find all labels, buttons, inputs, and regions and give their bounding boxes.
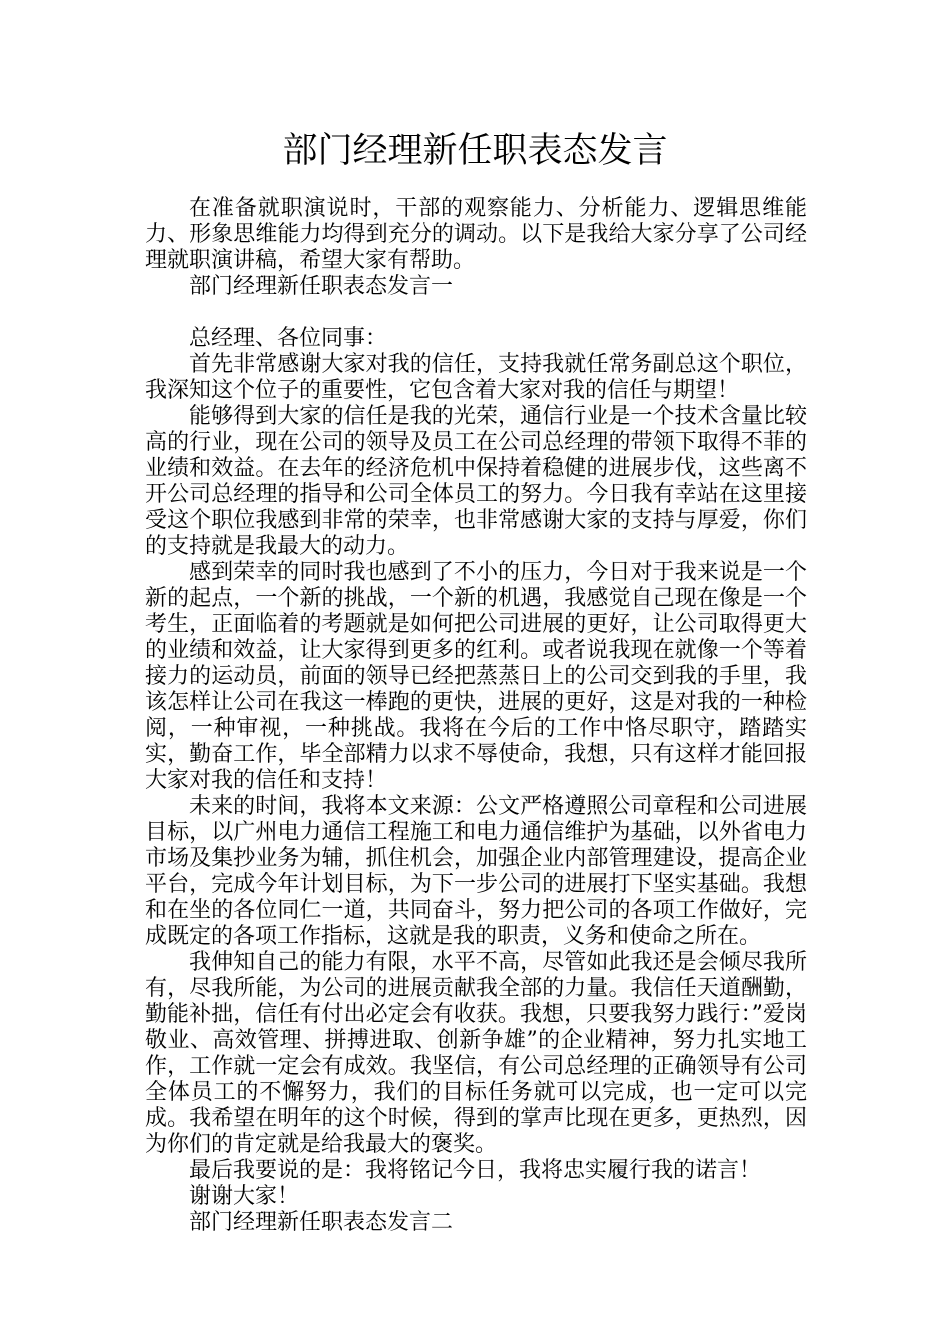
body-paragraph: 首先非常感谢大家对我的信任，支持我就任常务副总这个职位，我深知这个位子的重要性，它包含着大家对我的信任与期望！ (145, 352, 807, 403)
salutation: 总经理、各位同事： (189, 326, 388, 351)
section-heading-2: 部门经理新任职表态发言二 (189, 1210, 454, 1235)
body-paragraph: 感到荣幸的同时我也感到了不小的压力，今日对于我来说是一个新的起点，一个新的挑战，一个新的机遇，我感觉自己现在像是一个考生，正面临着的考题就是如何把公司进展的更好，让公司取得更大的业绩和效益，让大家得到更多的红利。或者说我现在就像一个等着接力的运动员，前面的领导已经把蒸蒸日上的公司交到我的手里，我该怎样让公司在我这一棒跑的更快，进展的更好，这是对我的一种检阅，一种审视，一种挑战。我将在今后的工作中恪尽职守，踏踏实实，勤奋工作，毕全部精力以求不辱使命，我想，只有这样才能回报大家对我的信任和支持！ (145, 560, 807, 793)
section-heading-1: 部门经理新任职表态发言一 (189, 274, 454, 299)
closing-statement: 最后我要说的是：我将铭记今日，我将忠实履行我的诺言！ (189, 1158, 762, 1183)
intro-paragraph: 在准备就职演说时，干部的观察能力、分析能力、逻辑思维能力、形象思维能力均得到充分的调动。以下是我给大家分享了公司经理就职演讲稿，希望大家有帮助。 (145, 196, 807, 273)
thanks-line: 谢谢大家！ (189, 1184, 300, 1209)
body-paragraph: 未来的时间，我将本文来源：公文严格遵照公司章程和公司进展目标，以广州电力通信工程施工和电力通信维护为基础，以外省电力市场及集抄业务为辅，抓住机会，加强企业内部管理建设，提高企业平台，完成今年计划目标，为下一步公司的进展打下坚实基础。我想和在坐的各位同仁一道，共同奋斗，努力把公司的各项工作做好，完成既定的各项工作指标，这就是我的职责，义务和使命之所在。 (145, 794, 807, 949)
body-paragraph: 我伸知自己的能力有限，水平不高，尽管如此我还是会倾尽我所有，尽我所能，为公司的进展贡献我全部的力量。我信任天道酬勤，勤能补拙，信任有付出必定会有收获。我想，只要我努力践行：”爱岗敬业、高效管理、拼搏进取、创新争雄”的企业精神，努力扎实地工作，工作就一定会有成效。我坚信，有公司总经理的正确领导有公司全体员工的不懈努力，我们的目标任务就可以完成，也一定可以完成。我希望在明年的这个时候，得到的掌声比现在更多，更热烈，因为你们的肯定就是给我最大的褒奖。 (145, 950, 807, 1157)
body-paragraph: 能够得到大家的信任是我的光荣，通信行业是一个技术含量比较高的行业，现在公司的领导及员工在公司总经理的带领下取得不菲的业绩和效益。在去年的经济危机中保持着稳健的进展步伐，这些离不开公司总经理的指导和公司全体员工的努力。今日我有幸站在这里接受这个职位我感到非常的荣幸，也非常感谢大家的支持与厚爱，你们的支持就是我最大的动力。 (145, 404, 807, 559)
document-body (145, 196, 807, 1236)
document-title: 部门经理新任职表态发言 (282, 131, 668, 171)
blank-line (145, 300, 807, 326)
